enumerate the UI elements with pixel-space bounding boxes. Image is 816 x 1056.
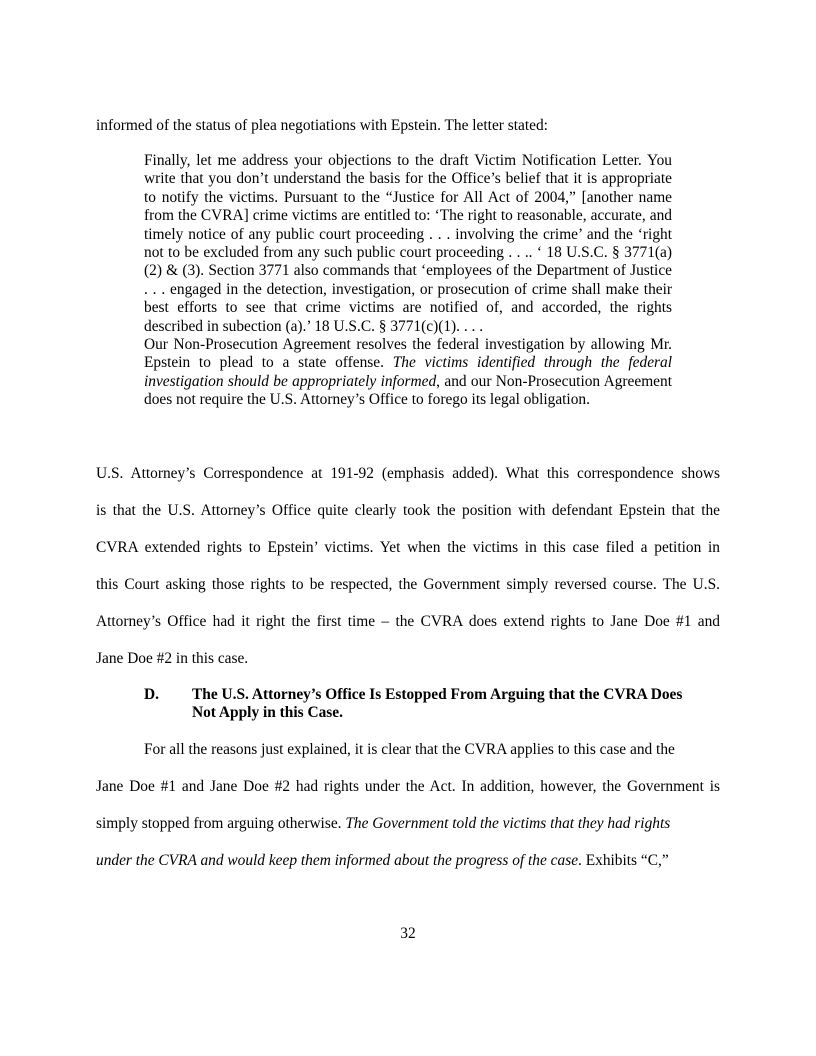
para2-line-2: Jane Doe #1 and Jane Doe #2 had rights under the Act. In addition, however, the Government is: [96, 778, 720, 795]
para-line-6: Jane Doe #2 in this case.: [96, 650, 249, 667]
section-title-line-2: Not Apply in this Case.: [192, 704, 343, 722]
para2-line-4-italic: under the CVRA and would keep them informed about the progress of the case: [96, 852, 579, 869]
para2-line-1: For all the reasons just explained, it is clear that the CVRA applies to this case and the: [144, 741, 675, 758]
para-line-5: Attorney’s Office had it right the first time – the CVRA does extend rights to Jane Doe #1 and: [96, 613, 720, 630]
body-line-1: informed of the status of plea negotiations with Epstein. The letter stated:: [96, 117, 548, 134]
quote-paragraph-1: Finally, let me address your objections to the draft Victim Notification Letter. You write that you don’t understand the basis for the Office’s belief that it is appropriate to notify the victims. Pursuant to the “Justice for All Act of 2004,” [another name from the CVRA] crime victims are entitled to: ‘The right to reasonable, accurate, and timely notice of any public court proceeding . . . involving the crime’ and the ‘right not to be excluded from any such public court proceeding . . .. ‘ 18 U.S.C. § 3771(a)(2) & (3). Section 3771 also commands that ‘employees of the Department of Justice . . . engaged in the detection, investigation, or prosecution of crime shall make their best efforts to see that crime victims are notified of, and accorded, the rights described in subection (a).’ 18 U.S.C. § 3771(c)(1). . . .: [144, 152, 672, 335]
para2-line-3: [96, 815, 720, 833]
quote-p2-text-a: Our Non-Prosecution Agreement resolves the federal investigation by allowing Mr. Epstein to plead to a state offense.: [144, 336, 672, 372]
para2-line-4-text: . Exhibits “C,”: [578, 852, 669, 869]
para2-line-4: [96, 852, 720, 870]
page-number: 32: [400, 925, 416, 942]
quote-p2-text-b: , and our Non-Prosecution Agreement does not require the U.S. Attorney’s Office to forego its legal obligation.: [144, 372, 672, 409]
section-title: [192, 686, 720, 723]
para-line-1: U.S. Attorney’s Correspondence at 191-92 (emphasis added). What this correspondence shows: [96, 465, 720, 482]
quote-paragraph-2: [144, 336, 672, 410]
para-line-4: this Court asking those rights to be respected, the Government simply reversed course. The U.S.: [96, 576, 720, 593]
para-line-3: CVRA extended rights to Epstein’ victims. Yet when the victims in this case filed a petition in: [96, 539, 720, 556]
section-letter: D.: [144, 686, 159, 703]
para2-line-3-text: simply stopped from arguing otherwise.: [96, 815, 346, 832]
block-quote: [144, 152, 672, 410]
para-line-2: is that the U.S. Attorney’s Office quite clearly took the position with defendant Epstein that the: [96, 502, 720, 519]
quote-p2-italic: The victims identified through the federal investigation should be appropriately informed: [144, 354, 672, 390]
para2-line-3-italic: The Government told the victims that they had rights: [345, 815, 671, 832]
section-title-line-1: The U.S. Attorney’s Office Is Estopped From Arguing that the CVRA Does: [192, 686, 683, 703]
